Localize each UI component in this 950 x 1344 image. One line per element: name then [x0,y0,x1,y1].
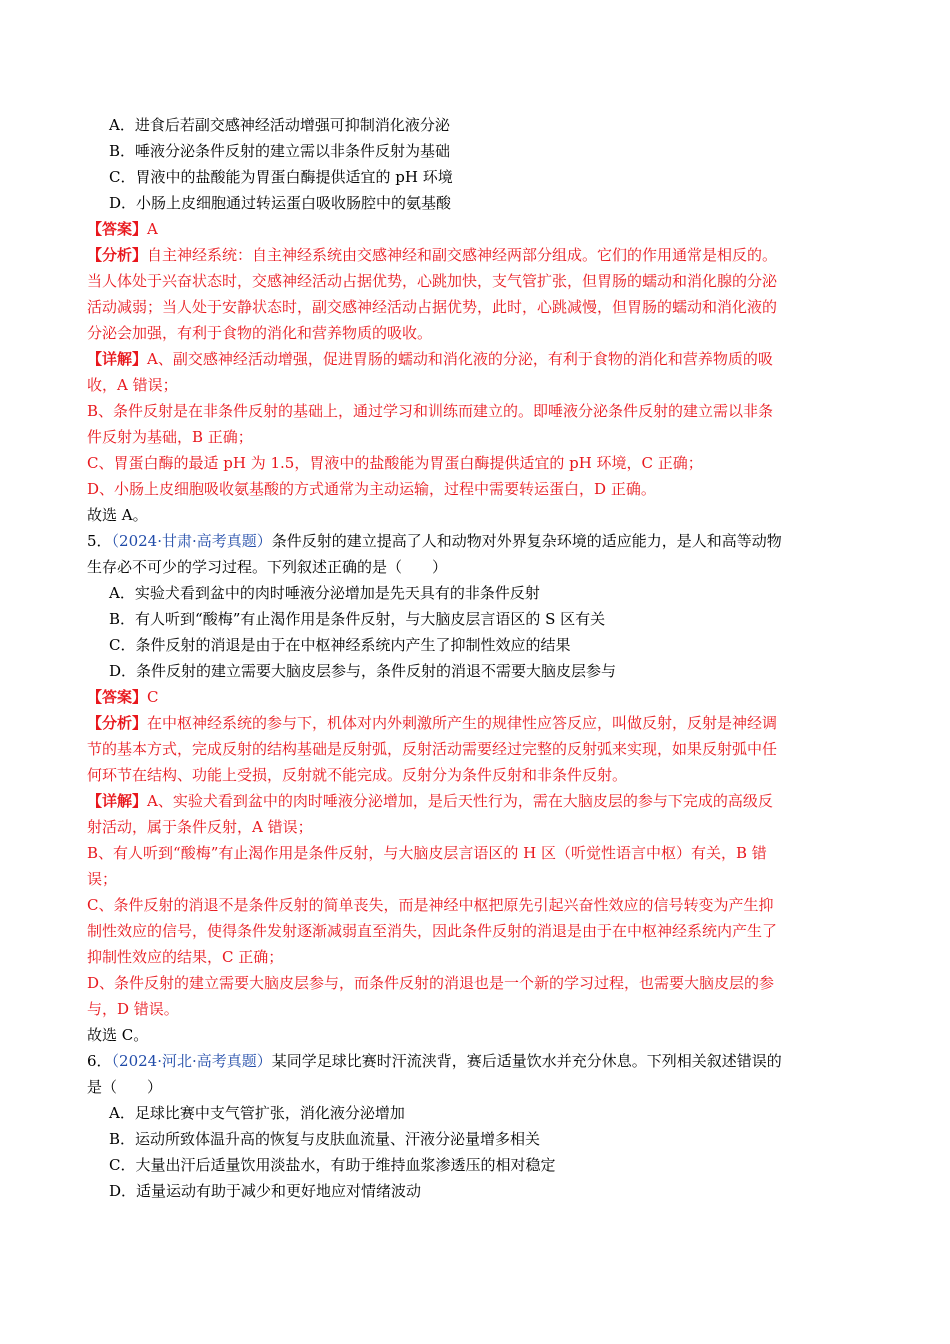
q5-detail [87,788,862,1022]
q5-answer-value: C [147,688,159,706]
document-content [87,112,862,1204]
q6-number: 6． [87,1052,112,1070]
q5-stem-line [87,528,862,554]
q5-stem-text: 条件反射的建立提高了人和动物对外界复杂环境的适应能力，是人和高等动物 [271,532,782,550]
q5-stem [87,528,862,580]
q4-answer-tag: 【答案】 [87,220,148,238]
q6-options [87,1100,862,1204]
q6-option-b: B．运动所致体温升高的恢复与皮肤血流量、汗液分泌量增多相关 [109,1130,541,1148]
q5-detail-line: D、条件反射的建立需要大脑皮层参与，而条件反射的消退也是一个新的学习过程，也需要大脑皮层的参 [87,974,775,992]
q5-detail-text: A、实验犬看到盆中的肉时唾液分泌增加，是后天性行为，需在大脑皮层的参与下完成的高级反 [147,792,773,810]
q5-detail-line: B、有人听到“酸梅”有止渴作用是条件反射，与大脑皮层言语区的 H 区（听觉性语言中枢）有关，B 错 [87,844,767,862]
q4-answer [87,216,862,242]
q5-analysis-text: 在中枢神经系统的参与下，机体对内外刺激所产生的规律性应答反应，叫做反射，反射是神经调 [147,714,778,732]
q5-detail-line [87,788,862,814]
q4-analysis [87,242,862,346]
q5-analysis-tag: 【分析】 [87,714,148,732]
q4-options [87,112,862,216]
q5-detail-line: C、条件反射的消退不是条件反射的简单丧失，而是神经中枢把原先引起兴奋性效应的信号转变为产生抑 [87,896,774,914]
q4-detail-line: 件反射为基础，B 正确； [87,428,253,446]
q6-stem [87,1048,862,1100]
q5-option-a: A．实验犬看到盆中的肉时唾液分泌增加是先天具有的非条件反射 [109,584,540,602]
q4-option-a: A．进食后若副交感神经活动增强可抑制消化液分泌 [109,116,450,134]
q4-detail-text: A、副交感神经活动增强，促进胃肠的蠕动和消化液的分泌，有利于食物的消化和营养物质的吸 [147,350,773,368]
q5-detail-line: 制性效应的信号，使得条件发射逐渐减弱直至消失，因此条件反射的消退是由于在中枢神经系统内产生了 [87,922,778,940]
q5-answer [87,684,862,710]
q4-detail-line: D、小肠上皮细胞吸收氨基酸的方式通常为主动运输，过程中需要转运蛋白，D 正确。 [87,480,656,498]
q5-source: （2024·甘肃·高考真题） [111,532,272,550]
q4-analysis-text: 自主神经系统：自主神经系统由交感神经和副交感神经两部分组成。它们的作用通常是相反的。 [147,246,778,264]
q5-detail-line: 误； [87,870,118,888]
q5-detail-line: 与，D 错误。 [87,1000,179,1018]
q5-number: 5． [87,532,112,550]
q5-analysis-line: 何环节在结构、功能上受损，反射就不能完成。反射分为条件反射和非条件反射。 [87,766,628,784]
q4-analysis-line: 分泌会加强，有利于食物的消化和营养物质的吸收。 [87,324,433,342]
q4-option-d: D．小肠上皮细胞通过转运蛋白吸收肠腔中的氨基酸 [109,194,452,212]
q6-option-d: D．适量运动有助于减少和更好地应对情绪波动 [109,1182,422,1200]
q5-detail-tag: 【详解】 [87,792,148,810]
q6-stem-text: 某同学足球比赛时汗流浃背，赛后适量饮水并充分休息。下列相关叙述错误的 [271,1052,782,1070]
q6-source: （2024·河北·高考真题） [111,1052,272,1070]
q5-analysis-line: 节的基本方式，完成反射的结构基础是反射弧，反射活动需要经过完整的反射弧来实现，如果反射弧中任 [87,740,778,758]
q4-detail-line: C、胃蛋白酶的最适 pH 为 1.5，胃液中的盐酸能为胃蛋白酶提供适宜的 pH 环境，C 正确； [87,454,703,472]
q4-answer-value: A [147,220,158,238]
q6-option-c: C．大量出汗后适量饮用淡盐水，有助于维持血浆渗透压的相对稳定 [109,1156,556,1174]
q5-detail-line: 抑制性效应的结果，C 正确； [87,948,284,966]
q4-detail-line [87,346,862,372]
q5-answer-tag: 【答案】 [87,688,148,706]
q4-detail-line: B、条件反射是在非条件反射的基础上，通过学习和训练而建立的。即唾液分泌条件反射的建立需以非条 [87,402,774,420]
q6-stem-line: 是（ ） [87,1078,163,1096]
q5-analysis-line [87,710,862,736]
q5-option-c: C．条件反射的消退是由于在中枢神经系统内产生了抑制性效应的结果 [109,636,571,654]
q5-option-d: D．条件反射的建立需要大脑皮层参与，条件反射的消退不需要大脑皮层参与 [109,662,617,680]
q5-stem-line: 生存必不可少的学习过程。下列叙述正确的是（ ） [87,558,448,576]
q5-options [87,580,862,684]
q5-conclusion: 故选 C。 [87,1026,149,1044]
q5-detail-line: 射活动，属于条件反射，A 错误； [87,818,313,836]
q4-detail-tag: 【详解】 [87,350,148,368]
q5-option-b: B．有人听到“酸梅”有止渴作用是条件反射，与大脑皮层言语区的 S 区有关 [109,610,606,628]
q6-option-a: A．足球比赛中支气管扩张，消化液分泌增加 [109,1104,405,1122]
q6-stem-line [87,1048,862,1074]
q4-analysis-tag: 【分析】 [87,246,148,264]
q4-detail [87,346,862,502]
q4-detail-line: 收，A 错误； [87,376,178,394]
q4-analysis-line [87,242,862,268]
q4-analysis-line: 活动减弱；当人处于安静状态时，副交感神经活动占据优势，此时，心跳减慢，但胃肠的蠕动和消化液的 [87,298,778,316]
q4-analysis-line: 当人体处于兴奋状态时，交感神经活动占据优势，心跳加快，支气管扩张，但胃肠的蠕动和消化腺的分泌 [87,272,778,290]
q4-option-b: B．唾液分泌条件反射的建立需以非条件反射为基础 [109,142,451,160]
q4-option-c: C．胃液中的盐酸能为胃蛋白酶提供适宜的 pH 环境 [109,168,453,186]
q4-conclusion: 故选 A。 [87,506,148,524]
q5-analysis [87,710,862,788]
